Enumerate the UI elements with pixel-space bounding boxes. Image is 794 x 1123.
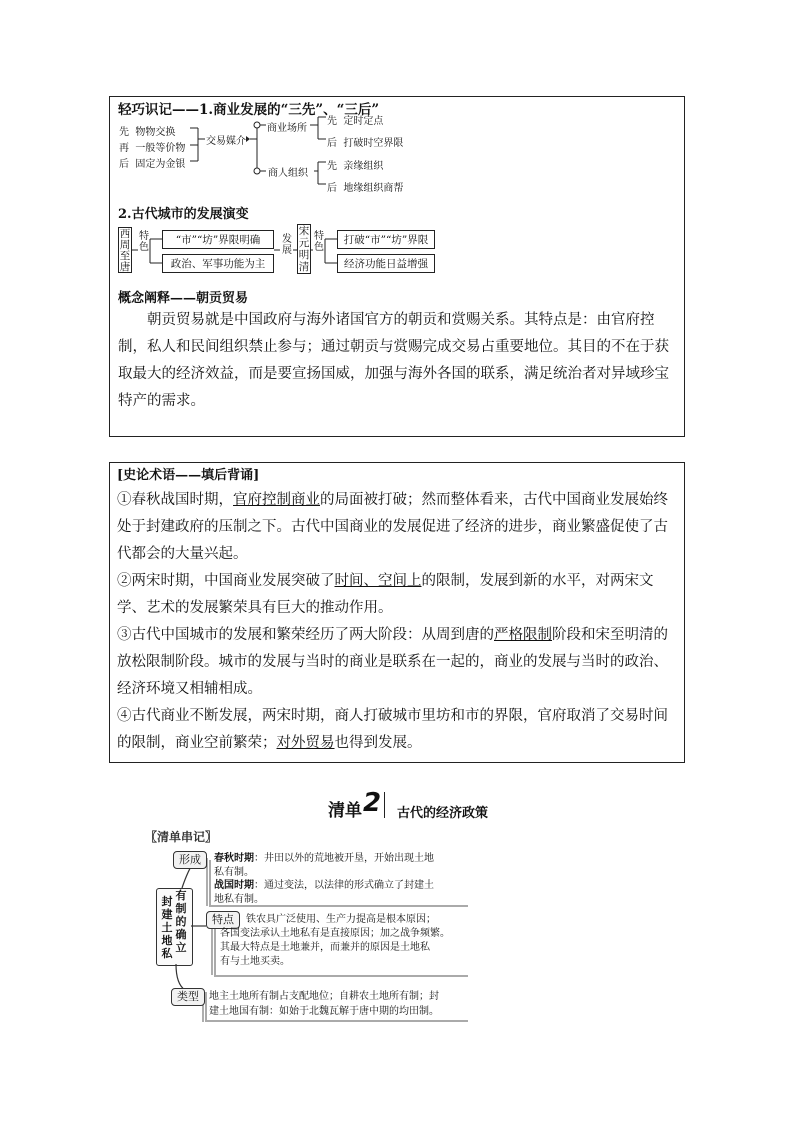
term-paragraph-1: ①春秋战国时期，官府控制商业的局面被打破；然而整体看来，古代中国商业发展始终处于封建政府的压制之下。古代中国商业的发展促进了经济的进步，商业繁盛促使了古代都会的大量兴起。 [117, 492, 668, 562]
market-stage-1: 先 定时定点 [327, 116, 384, 127]
merchant-org-label: 商人组织 [268, 168, 308, 179]
list-title: 古代的经济政策 [397, 806, 489, 821]
list-divider [384, 792, 385, 818]
features-text: 铁农具广泛使用、生产力提高是根本原因； 各国变法承认土地私有是直接原因；加之战争频繁。 其最大特点是土地兼并，而兼并的原因是土地私 有与土地买卖。 [220, 914, 450, 967]
concept-title: 概念阐释——朝贡贸易 [118, 291, 249, 306]
term-paragraph-4: ④古代商业不断发展，两宋时期，商人打破城市里坊和市的界限，官府取消了交易时间的限制，商业空前繁荣；对外贸易也得到发展。 [117, 708, 668, 751]
list-label: 清单 [328, 801, 362, 821]
list-tag: 〖清单串记〗 [145, 830, 218, 844]
currency-stage-2: 再 一般等价物 [119, 143, 186, 154]
center-col-1: 封 建 土 地 私 [161, 895, 173, 960]
term-blank-1: 官府控制商业 [233, 492, 320, 508]
market-label: 商业场所 [267, 123, 307, 134]
box1-title: 轻巧识记——1.商业发展的“三先”、“三后” [118, 102, 380, 118]
currency-stage-3: 后 固定为金银 [119, 159, 186, 170]
city-right-item-2: 经济功能日益增强 [337, 254, 435, 273]
list-number: 2 [363, 788, 382, 818]
formation-spring-autumn: 春秋时期：井田以外的荒地被开垦，开始出现土地 私有制。 [214, 853, 434, 878]
period-box-song-qing: 宋 元 明 清 [298, 225, 310, 273]
city-left-item-1: “市”“坊”界限明确 [162, 230, 274, 249]
market-stage-2: 后 打破时空界限 [327, 138, 404, 149]
merchant-stage-2: 后 地缘组织商帮 [327, 183, 404, 194]
feature-label-left: 特 色 [139, 231, 149, 253]
period-box-zhou-tang: 西 周 至 唐 [119, 228, 131, 273]
term-blank-2: 时间、空间上 [334, 573, 422, 589]
merchant-stage-1: 先 亲缘组织 [327, 161, 384, 172]
types-tag: 类型 [171, 988, 205, 1006]
concept-text: 朝贡贸易就是中国政府与海外诸国官方的朝贡和赏赐关系。其特点是：由官府控制，私人和民间组织禁止参与；通过朝贡与赏赐完成交易占重要地位。其目的不在于获取最大的经济效益，而是要宣扬国威，加强与海外各国的联系，满足统治者对异域珍宝特产的需求。 [118, 312, 669, 409]
term-paragraph-3: ③古代中国城市的发展和繁荣经历了两大阶段：从周到唐的严格限制阶段和宋至明清的放松限制阶段。城市的发展与当时的商业是联系在一起的，商业的发展与当时的政治、经济环境又相辅相成。 [117, 627, 668, 697]
section2-title: 2.古代城市的发展演变 [118, 207, 249, 222]
city-right-item-1: 打破“市”“坊”界限 [337, 230, 435, 249]
center-col-2: 有 制 的 确 立 [175, 889, 187, 954]
city-left-item-2: 政治、军事功能为主 [162, 254, 274, 273]
term-paragraph-2: ②两宋时期，中国商业发展突破了时间、空间上的限制，发展到新的水平，对两宋文学、艺术的发展繁荣具有巨大的推动作用。 [117, 573, 654, 616]
exchange-medium-label: 交易媒介 [206, 136, 246, 147]
features-tag: 特点 [206, 911, 240, 929]
formation-tag: 形成 [173, 851, 207, 869]
currency-stage-1: 先 物物交换 [119, 127, 176, 138]
term-blank-4: 对外贸易 [276, 735, 335, 751]
feature-label-right: 特 色 [314, 231, 324, 253]
terms-title: [史论术语——填后背诵] [117, 468, 260, 483]
develop-label: 发 展 [282, 234, 292, 256]
term-blank-3: 严格限制 [494, 627, 552, 643]
types-text: 地主土地所有制占支配地位；自耕农土地所有制；封 建土地国有制：如始于北魏瓦解于唐中期的均田制。 [209, 991, 439, 1017]
formation-warring-states: 战国时期：通过变法，以法律的形式确立了封建土 地私有制。 [214, 880, 434, 905]
